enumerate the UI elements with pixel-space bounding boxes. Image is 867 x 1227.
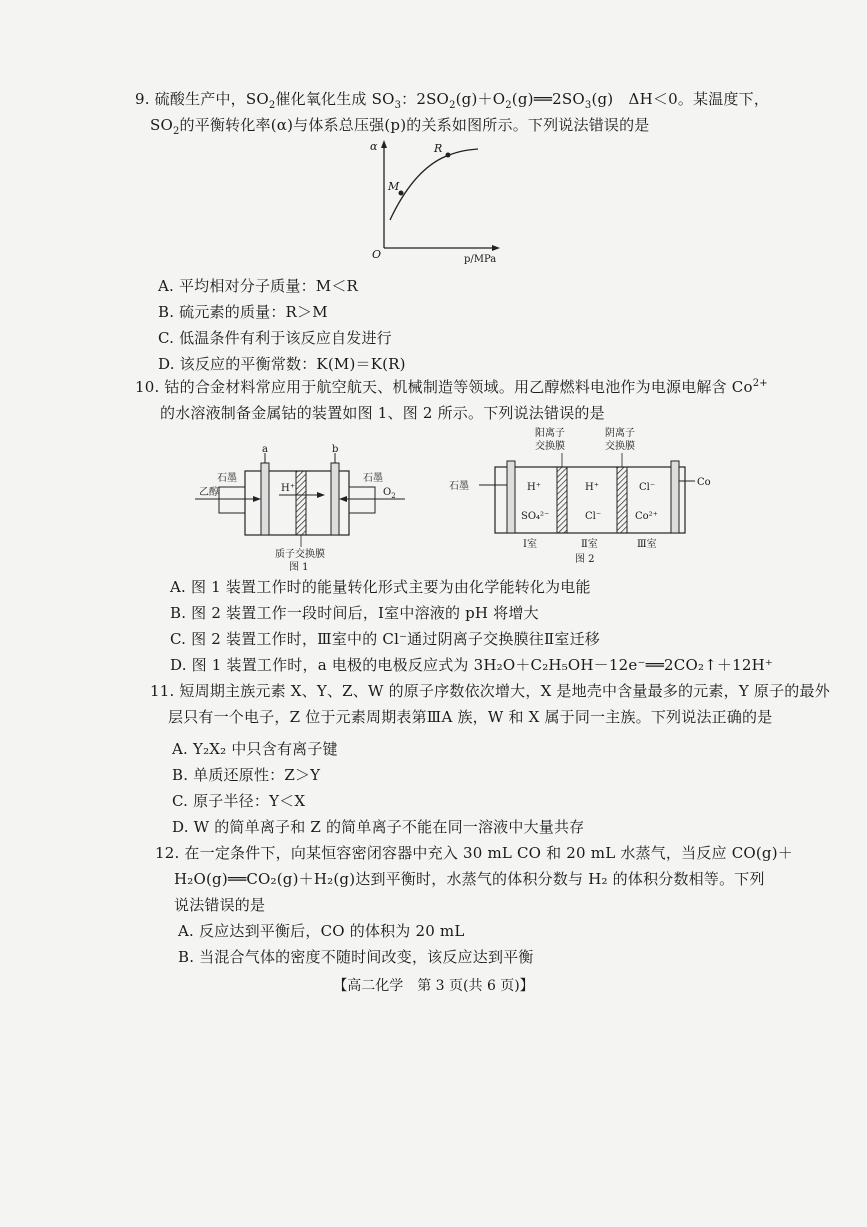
fig2-room2-chloride: Cl⁻ — [585, 511, 602, 522]
fig2-graphite: 石墨 — [449, 481, 469, 492]
q11-option-d: D. W 的简单离子和 Z 的简单离子不能在同一溶液中大量共存 — [172, 818, 585, 836]
fig2-room2-hplus: H⁺ — [585, 482, 599, 493]
q10-option-a: A. 图 1 装置工作时的能量转化形式主要为由化学能转化为电能 — [170, 578, 591, 596]
q11-line-2: 层只有一个电子，Z 位于元素周期表第ⅢA 族，W 和 X 属于同一主族。下列说法正确的是 — [168, 708, 773, 726]
q10-figure-1 — [195, 443, 410, 573]
q10-line-2: 的水溶液制备金属钴的装置如图 1、图 2 所示。下列说法错误的是 — [160, 404, 605, 422]
q11-option-c: C. 原子半径：Y＜X — [172, 792, 306, 810]
fig1-label-b: b — [332, 444, 339, 455]
q9-option-d: D. 该反应的平衡常数：K(M)＝K(R) — [158, 355, 406, 373]
q10-option-b: B. 图 2 装置工作一段时间后，Ⅰ室中溶液的 pH 将增大 — [170, 604, 539, 622]
graph-y-label: α — [370, 140, 378, 153]
q10-option-c: C. 图 2 装置工作时，Ⅲ室中的 Cl⁻通过阴离子交换膜往Ⅱ室迁移 — [170, 630, 600, 648]
q11-option-a: A. Y₂X₂ 中只含有离子键 — [172, 740, 338, 758]
graph-origin: O — [372, 248, 382, 261]
fig1-o2: $O_2$ — [383, 487, 396, 500]
q12-option-b: B. 当混合气体的密度不随时间改变，该反应达到平衡 — [178, 948, 534, 966]
fig1-ethanol: 乙醇 — [199, 487, 219, 498]
fig1-membrane-label: 质子交换膜 — [275, 549, 325, 560]
q10-line-1: 10. 钴的合金材料常应用于航空航天、机械制造等领域。用乙醇燃料电池作为电源电解含 $Co^{2+}$ — [135, 378, 768, 396]
fig2-room2-label: Ⅱ室 — [581, 539, 598, 550]
equilibrium-arrow: ══ — [533, 90, 553, 108]
fig2-anion-membrane-2: 交换膜 — [605, 441, 635, 452]
fig2-co: Co — [697, 477, 711, 488]
graph-x-label: p/MPa — [464, 254, 497, 265]
page-footer: 【高二化学 第 3 页(共 6 页)】 — [333, 978, 534, 994]
fig1-hplus: H⁺ — [281, 483, 295, 494]
fig1-graphite-left: 石墨 — [217, 473, 237, 484]
q10-figure-2 — [445, 425, 725, 570]
graph-point-r: R — [434, 142, 443, 155]
q12-line-1: 12. 在一定条件下，向某恒容密闭容器中充入 30 mL CO 和 20 mL 水蒸气，当反应 CO(g)＋ — [155, 844, 793, 862]
fig1-caption: 图 1 — [289, 562, 309, 573]
fig2-cation-membrane-1: 阳离子 — [535, 428, 565, 439]
fig2-cation-membrane-2: 交换膜 — [535, 441, 565, 452]
fig2-anion-membrane-1: 阴离子 — [605, 428, 635, 439]
q9-line-2: $SO_2$的平衡转化率(α)与体系总压强(p)的关系如图所示。下列说法错误的是 — [150, 116, 650, 137]
fig1-graphite-right: 石墨 — [363, 473, 383, 484]
graph-point-m: M — [388, 180, 400, 193]
fig2-room3-cobalt: Co²⁺ — [635, 511, 658, 522]
q12-line-2: H₂O(g)══CO₂(g)＋H₂(g)达到平衡时，水蒸气的体积分数与 H₂ 的体积分数相等。下列 — [174, 870, 765, 888]
q9-line-1: 9. 硫酸生产中，$SO_2$催化氧化生成 $SO_3$：$2SO_2(g)+O_2(g)══2SO_3(g)$ ΔH＜0。某温度下， — [135, 90, 770, 111]
q9-option-c: C. 低温条件有利于该反应自发进行 — [158, 329, 392, 347]
fig2-room1-sulfate: SO₄²⁻ — [521, 511, 550, 522]
fig2-room1-hplus: H⁺ — [527, 482, 541, 493]
q9-option-b: B. 硫元素的质量：R＞M — [158, 303, 328, 321]
q12-option-a: A. 反应达到平衡后，CO 的体积为 20 mL — [178, 922, 465, 940]
q11-line-1: 11. 短周期主族元素 X、Y、Z、W 的原子序数依次增大，X 是地壳中含量最多的元素，Y 原子的最外 — [150, 682, 830, 700]
fig2-room3-chloride: Cl⁻ — [639, 482, 656, 493]
q9-option-a: A. 平均相对分子质量：M＜R — [158, 277, 359, 295]
q10-option-d: D. 图 1 装置工作时，a 电极的电极反应式为 3H₂O＋C₂H₅OH－12e⁻══2CO₂↑＋12H⁺ — [170, 656, 774, 674]
fig2-room3-label: Ⅲ室 — [637, 539, 657, 550]
q9-graph — [360, 138, 510, 266]
q12-line-3: 说法错误的是 — [174, 896, 266, 914]
fig2-room1-label: Ⅰ室 — [523, 539, 537, 550]
fig2-caption: 图 2 — [575, 554, 595, 565]
q11-option-b: B. 单质还原性：Z＞Y — [172, 766, 321, 784]
fig1-label-a: a — [262, 444, 268, 455]
